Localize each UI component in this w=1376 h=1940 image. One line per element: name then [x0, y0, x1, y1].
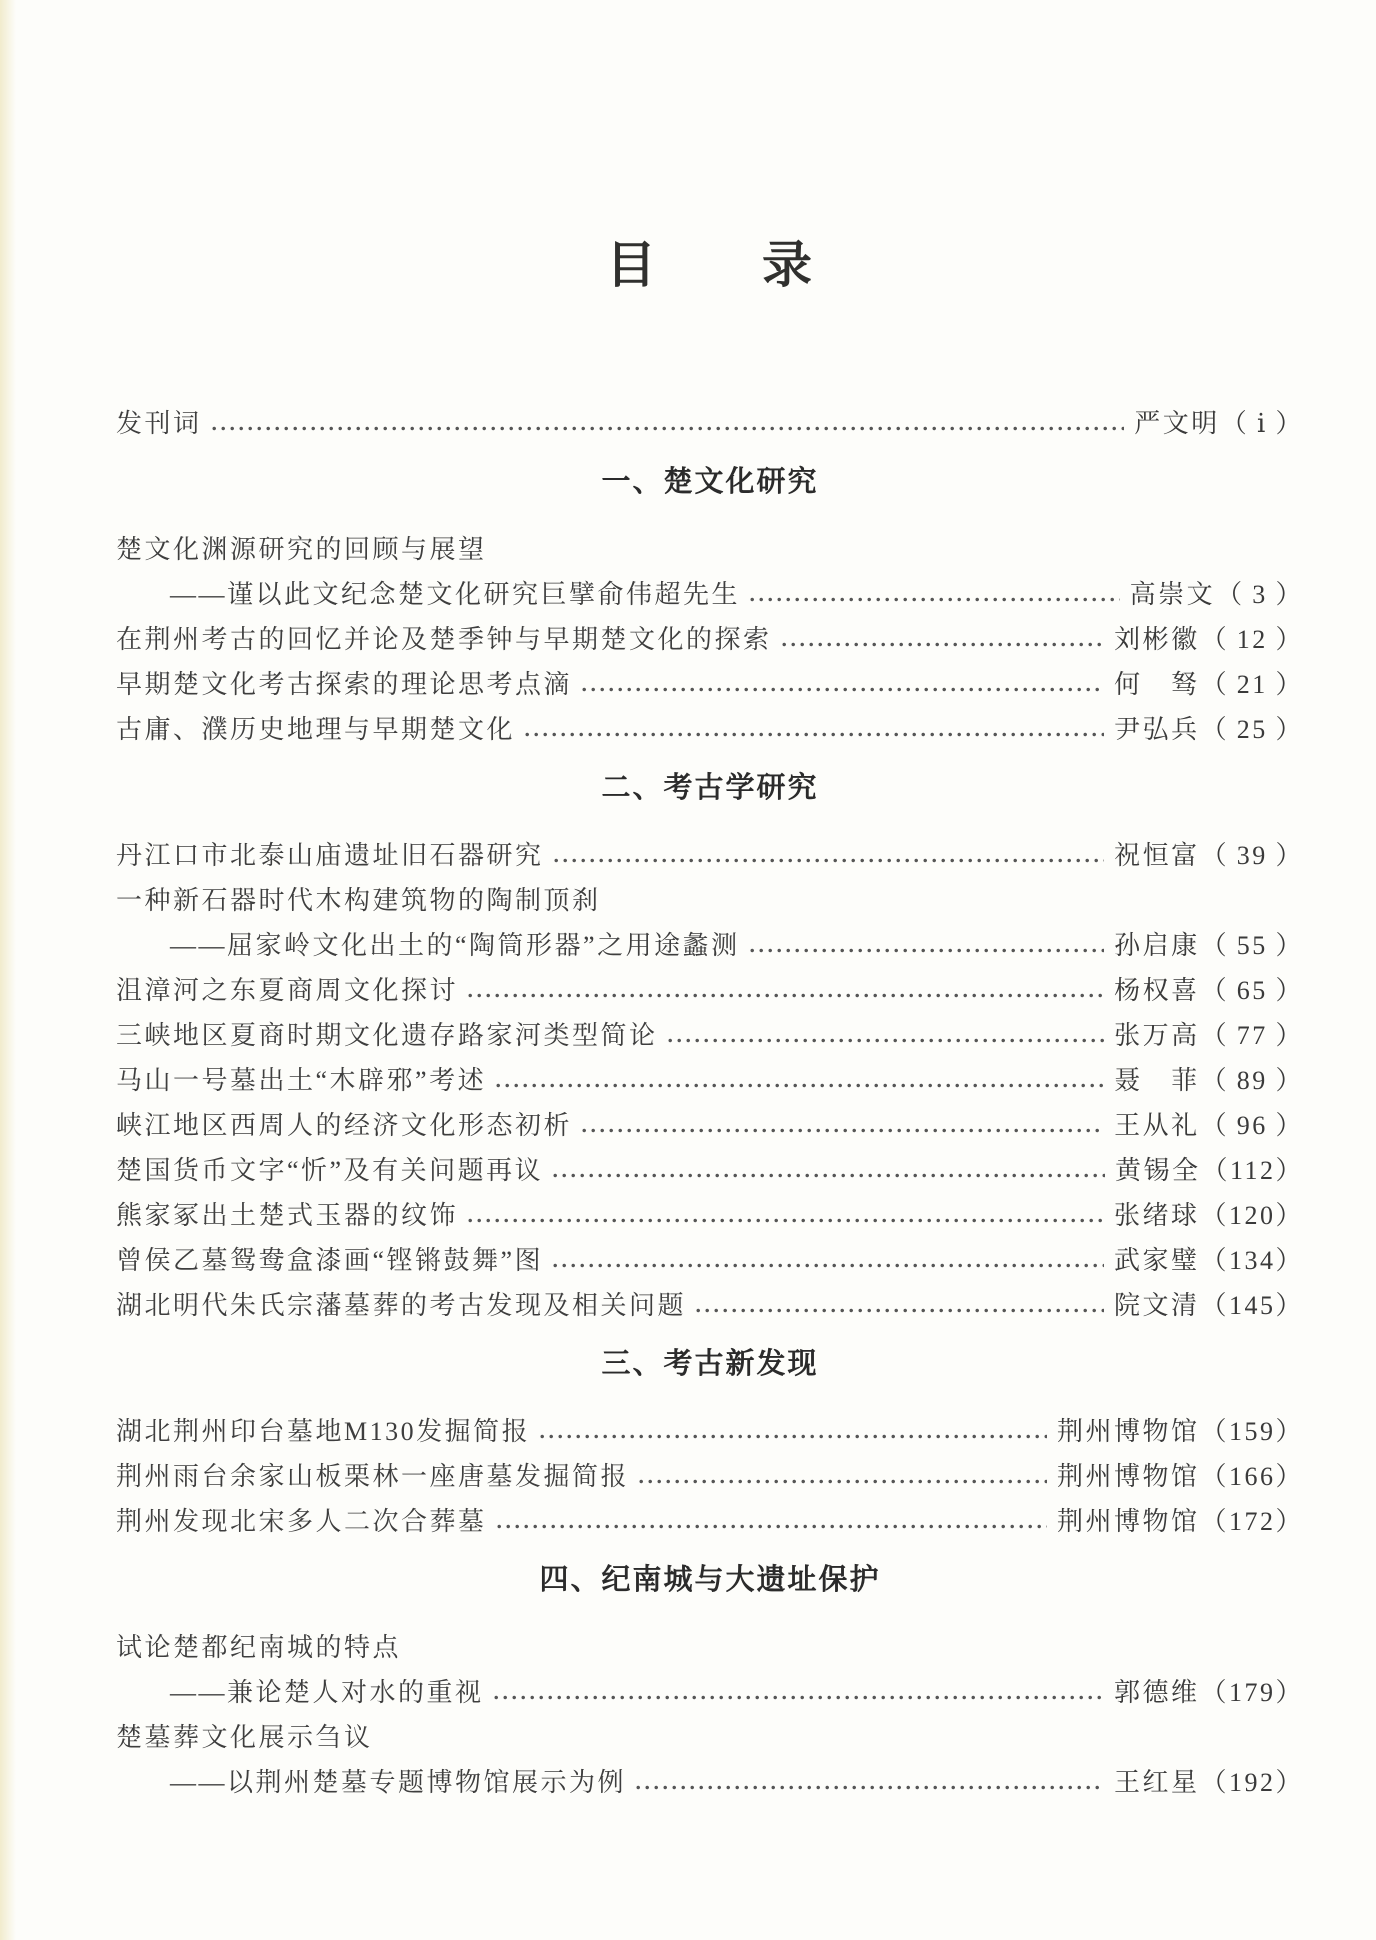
leader-dots — [553, 1263, 1104, 1268]
leader-dots — [636, 1785, 1104, 1790]
leader-dots — [696, 1308, 1104, 1313]
toc-entry-author: 黄锡全 — [1114, 1156, 1201, 1185]
toc-list — [116, 395, 1304, 1799]
toc-row — [116, 1493, 1304, 1538]
toc-entry-page: （ 55 ） — [1200, 931, 1304, 960]
toc-row — [116, 1664, 1304, 1709]
toc-row — [116, 656, 1304, 701]
leader-dots — [668, 1038, 1105, 1043]
section-heading: 一、楚文化研究 — [601, 466, 819, 498]
toc-row — [116, 872, 1304, 917]
toc-row — [116, 917, 1304, 962]
toc-entry-author: 荆州博物馆 — [1056, 1507, 1200, 1536]
toc-row — [116, 566, 1304, 611]
toc-entry-page: （134） — [1200, 1246, 1304, 1275]
leader-dots — [525, 732, 1104, 737]
toc-row — [116, 395, 1304, 440]
leader-dots — [468, 1218, 1104, 1223]
leader-dots — [497, 1524, 1047, 1529]
toc-row — [116, 962, 1304, 1007]
toc-entry-author: 祝恒富 — [1114, 841, 1200, 870]
toc-entry-title: 沮漳河之东夏商周文化探讨 — [116, 976, 459, 1005]
toc-entry-author: 孙启康 — [1114, 931, 1200, 960]
toc-entry-title: ——屈家岭文化出土的“陶筒形器”之用途蠡测 — [170, 931, 740, 960]
toc-row — [116, 1052, 1304, 1097]
toc-entry-page: （ 65 ） — [1200, 976, 1304, 1005]
toc-entry-author: 荆州博物馆 — [1056, 1462, 1200, 1491]
toc-entry-author: 郭德维 — [1113, 1678, 1200, 1707]
toc-entry-title: ——兼论楚人对水的重视 — [170, 1678, 484, 1707]
toc-entry-title: 峡江地区西周人的经济文化形态初析 — [116, 1111, 573, 1140]
toc-entry-author: 严文明 — [1134, 409, 1220, 438]
toc-entry-page: （ ⅰ ） — [1220, 409, 1304, 438]
leader-dots — [582, 1128, 1104, 1133]
toc-entry-page: （ 21 ） — [1200, 670, 1304, 699]
toc-entry-page: （179） — [1200, 1678, 1304, 1707]
leader-dots — [494, 1695, 1104, 1700]
toc-entry-title: 试论楚都纪南城的特点 — [116, 1633, 402, 1662]
toc-entry-author: 何 驽 — [1114, 670, 1200, 699]
section-heading: 三、考古新发现 — [601, 1348, 819, 1380]
leader-dots — [582, 687, 1104, 692]
toc-row — [116, 1007, 1304, 1052]
toc-entry-page: （ 77 ） — [1200, 1021, 1304, 1050]
toc-entry-title: 一种新石器时代木构建筑物的陶制顶刹 — [116, 886, 601, 915]
toc-entry-title: 荆州发现北宋多人二次合葬墓 — [116, 1507, 487, 1536]
toc-row — [116, 701, 1304, 746]
toc-entry-title: 三峡地区夏商时期文化遗存路家河类型简论 — [116, 1021, 658, 1050]
toc-entry-author: 张万高 — [1114, 1021, 1200, 1050]
toc-entry-title: 发刊词 — [116, 409, 202, 438]
toc-entry-title: ——以荆州楚墓专题博物馆展示为例 — [170, 1768, 627, 1797]
toc-entry-title: 楚国货币文字“忻”及有关问题再议 — [116, 1156, 544, 1185]
toc-entry-page: （166） — [1200, 1462, 1304, 1491]
toc-entry-page: （120） — [1200, 1201, 1304, 1230]
leader-dots — [750, 597, 1120, 602]
leader-dots — [554, 858, 1105, 863]
toc-entry-page: （ 12 ） — [1200, 625, 1304, 654]
toc-entry-page: （ 39 ） — [1200, 841, 1304, 870]
toc-row — [116, 1448, 1304, 1493]
toc-row — [116, 1403, 1304, 1448]
toc-entry-page: （ 96 ） — [1200, 1111, 1304, 1140]
toc-row — [116, 611, 1304, 656]
toc-row — [116, 1232, 1304, 1277]
toc-row — [116, 1142, 1304, 1187]
toc-entry-page: （172） — [1200, 1507, 1304, 1536]
toc-entry-title: ——谨以此文纪念楚文化研究巨擘俞伟超先生 — [170, 580, 741, 609]
toc-entry-author: 王红星 — [1113, 1768, 1200, 1797]
leader-dots — [540, 1434, 1047, 1439]
page-title: 目 录 — [606, 237, 814, 293]
leader-dots — [750, 948, 1104, 953]
toc-entry-author: 荆州博物馆 — [1056, 1417, 1200, 1446]
toc-row — [116, 1277, 1304, 1322]
toc-row — [116, 1709, 1304, 1754]
toc-entry-title: 丹江口市北泰山庙遗址旧石器研究 — [116, 841, 544, 870]
toc-entry-title: 熊家冢出土楚式玉器的纹饰 — [116, 1201, 459, 1230]
toc-entry-author: 院文清 — [1113, 1291, 1200, 1320]
leader-dots — [782, 642, 1105, 647]
toc-row — [116, 1754, 1304, 1799]
toc-entry-page: （112） — [1201, 1156, 1304, 1185]
toc-entry-author: 聂 菲 — [1114, 1066, 1200, 1095]
toc-entry-page: （159） — [1200, 1417, 1304, 1446]
toc-entry-author: 尹弘兵 — [1114, 715, 1200, 744]
toc-entry-page: （ 89 ） — [1200, 1066, 1304, 1095]
toc-entry-title: 湖北荆州印台墓地M130发掘简报 — [116, 1417, 531, 1446]
toc-entry-page: （ 25 ） — [1200, 715, 1304, 744]
toc-entry-title: 在荆州考古的回忆并论及楚季钟与早期楚文化的探索 — [116, 625, 772, 654]
toc-entry-title: 马山一号墓出土“木辟邪”考述 — [116, 1066, 487, 1095]
toc-entry-page: （192） — [1200, 1768, 1304, 1797]
toc-entry-page: （ 3 ） — [1216, 580, 1304, 609]
toc-entry-page: （145） — [1200, 1291, 1304, 1320]
leader-dots — [212, 426, 1125, 431]
toc-row — [116, 521, 1304, 566]
toc-row — [116, 827, 1304, 872]
toc-entry-title: 曾侯乙墓鸳鸯盒漆画“铿锵鼓舞”图 — [116, 1246, 544, 1275]
toc-entry-title: 早期楚文化考古探索的理论思考点滴 — [116, 670, 573, 699]
toc-row — [116, 1619, 1304, 1664]
toc-entry-author: 张绪球 — [1113, 1201, 1200, 1230]
toc-row — [116, 1097, 1304, 1142]
leader-dots — [639, 1479, 1047, 1484]
section-heading: 四、纪南城与大遗址保护 — [539, 1564, 881, 1596]
section-heading: 二、考古学研究 — [601, 772, 819, 804]
leader-dots — [496, 1083, 1104, 1088]
leader-dots — [468, 993, 1104, 998]
toc-entry-title: 荆州雨台余家山板栗林一座唐墓发掘简报 — [116, 1462, 630, 1491]
leader-dots — [553, 1173, 1105, 1178]
toc-entry-author: 刘彬徽 — [1114, 625, 1200, 654]
toc-entry-title: 楚墓葬文化展示刍议 — [116, 1723, 373, 1752]
toc-entry-title: 古庸、濮历史地理与早期楚文化 — [116, 715, 516, 744]
toc-entry-title: 湖北明代朱氏宗藩墓葬的考古发现及相关问题 — [116, 1291, 687, 1320]
toc-row — [116, 1187, 1304, 1232]
toc-entry-author: 杨权喜 — [1114, 976, 1200, 1005]
toc-entry-title: 楚文化渊源研究的回顾与展望 — [116, 535, 487, 564]
toc-entry-author: 王从礼 — [1114, 1111, 1200, 1140]
toc-entry-author: 武家璧 — [1113, 1246, 1200, 1275]
toc-entry-author: 高崇文 — [1129, 580, 1216, 609]
